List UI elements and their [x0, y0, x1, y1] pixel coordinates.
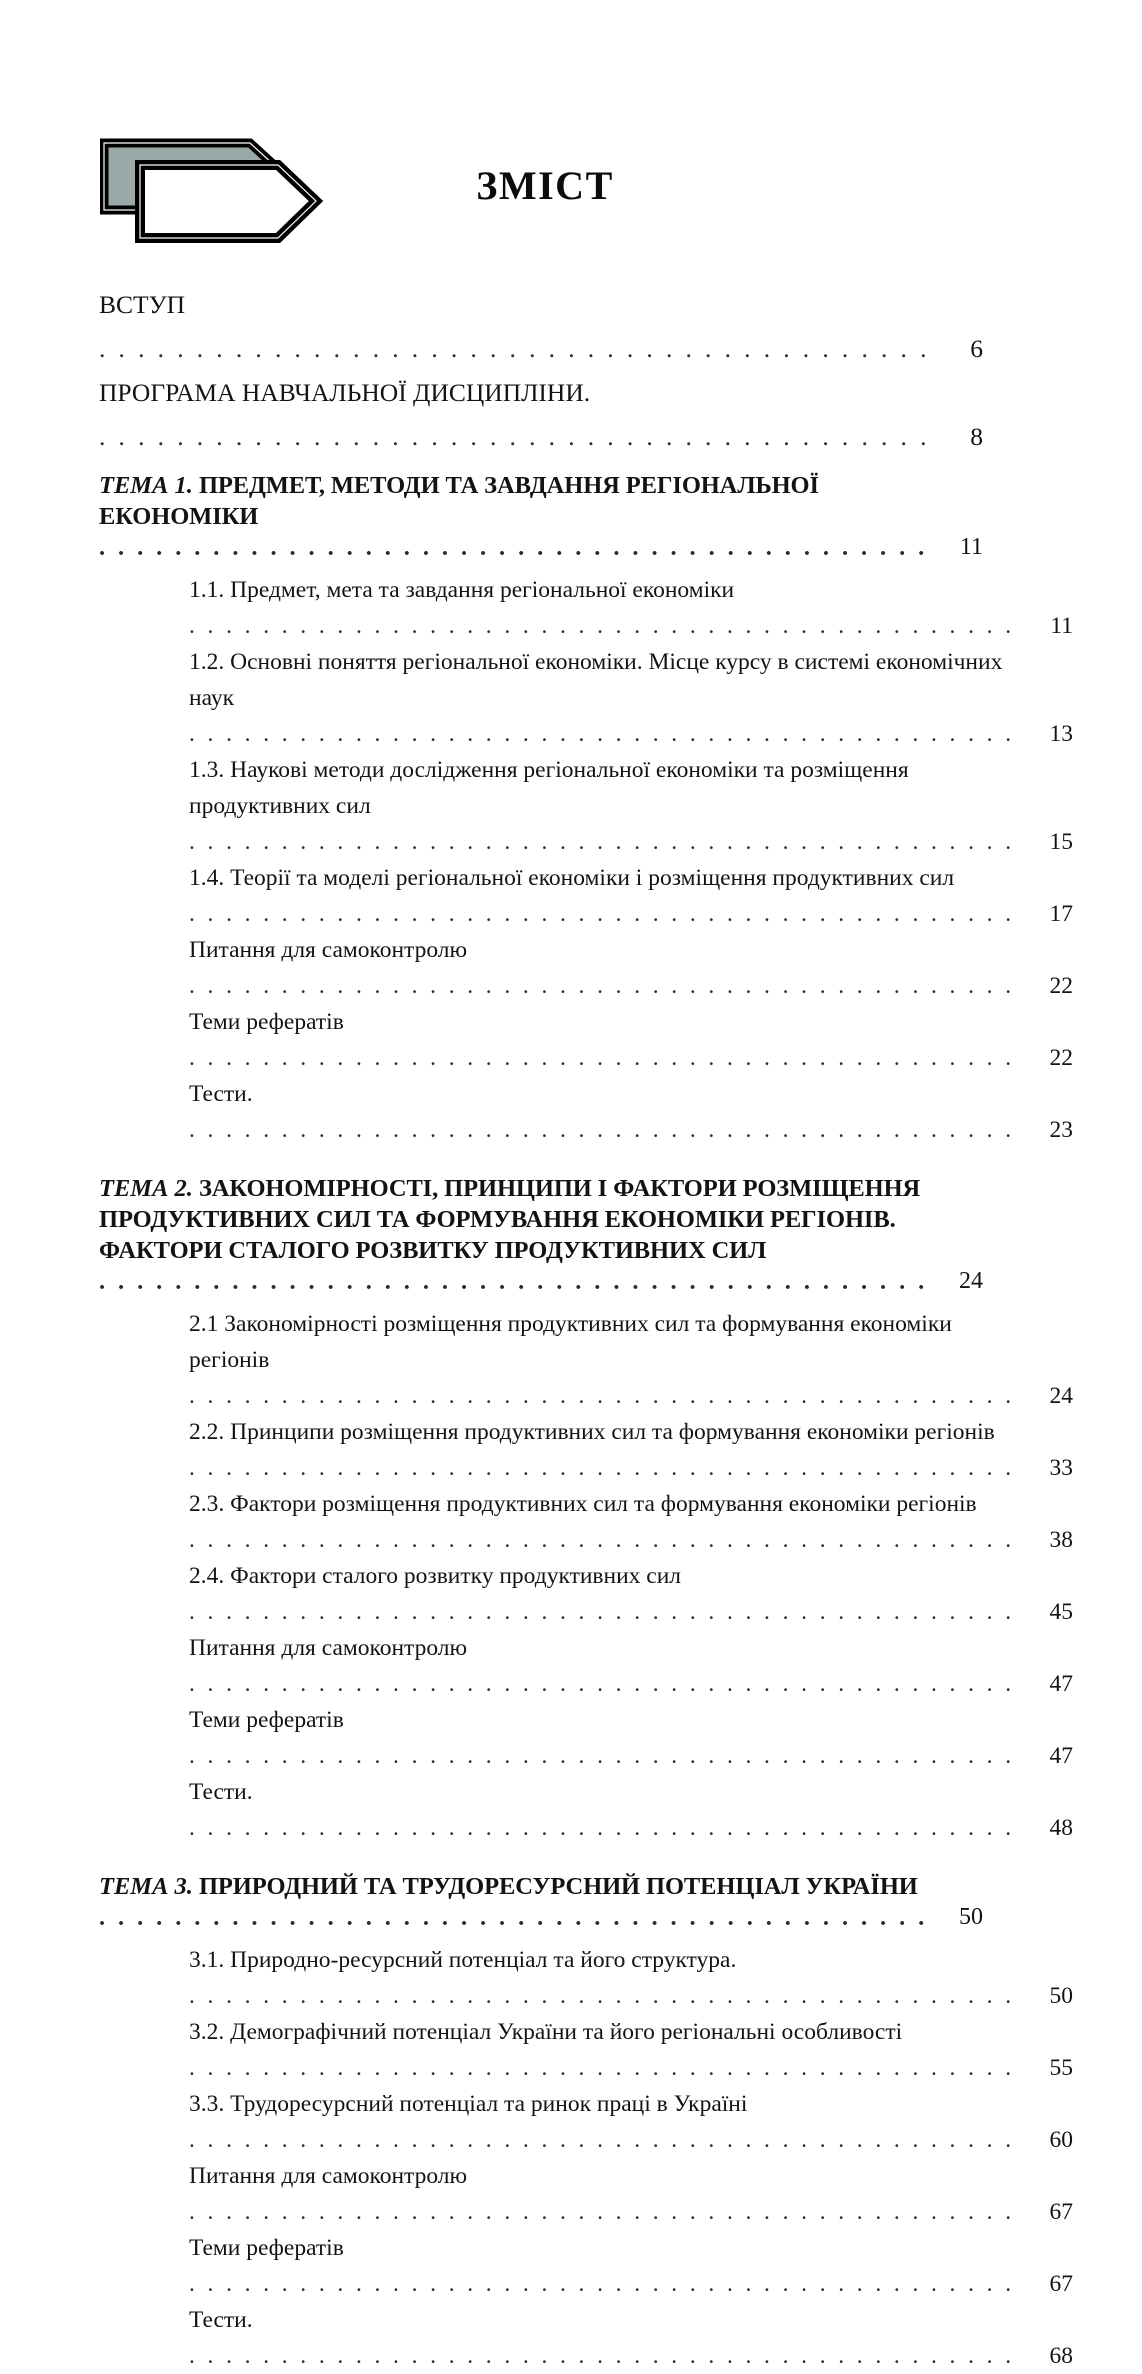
dot-leader: [189, 2122, 1025, 2158]
toc-entry-body: [189, 752, 1025, 860]
dot-leader: [189, 1112, 1025, 1148]
toc-entry-label: 1.1. Предмет, мета та завдання регіональної економіки: [189, 577, 735, 603]
toc-entry-label: ПРОГРАМА НАВЧАЛЬНОЇ ДИСЦИПЛІНИ.: [99, 378, 591, 407]
section-spacer: [99, 1297, 983, 1306]
toc-entry[interactable]: [99, 1942, 1073, 2014]
toc-entry-body: [189, 2158, 1025, 2230]
dot-leader: [189, 2050, 1025, 2086]
toc-entry-label: 1.4. Теорії та моделі регіональної економіки і розміщення продуктивних сил: [189, 865, 955, 891]
toc-page-number: 50: [1049, 1983, 1073, 2009]
toc-entry[interactable]: [99, 2158, 1073, 2230]
dot-leader: [189, 1378, 1025, 1414]
toc-entry-label: Теми рефератів: [189, 1707, 344, 1733]
toc-entry-body: [189, 1486, 1025, 1558]
toc-entry[interactable]: [99, 1558, 1073, 1630]
toc-page-number: 45: [1049, 1599, 1073, 1625]
toc-entry-label: Тести.: [189, 1081, 253, 1107]
toc-entry-label: ВСТУП: [99, 290, 186, 319]
toc-entry[interactable]: [99, 1004, 1073, 1076]
dot-leader: [189, 2266, 1025, 2302]
dot-leader: [189, 716, 1025, 752]
toc-page-number: 24: [959, 1268, 983, 1294]
toc-entry-label: Теми рефератів: [189, 1009, 344, 1035]
section-spacer: [99, 1846, 983, 1860]
toc-page-number: 68: [1049, 2343, 1073, 2369]
page-header: [0, 128, 1142, 248]
toc-entry[interactable]: [99, 283, 983, 371]
toc-page-number: 55: [1049, 2055, 1073, 2081]
toc-entry-label: 2.3. Фактори розміщення продуктивних сил та формування економіки регіонів: [189, 1491, 977, 1517]
dot-leader: [189, 1450, 1025, 1486]
toc-entry-body: [189, 2302, 1025, 2374]
toc-entry-body: [189, 1306, 1025, 1414]
dot-leader: [99, 1266, 935, 1297]
dot-leader: [189, 1738, 1025, 1774]
toc-page-number: 22: [1049, 1045, 1073, 1071]
toc-entry-body: [189, 572, 1025, 644]
dot-leader: [99, 1902, 935, 1933]
toc-page-number: 6: [970, 334, 983, 363]
page-title: ЗМІСТ: [476, 163, 614, 208]
toc-entry[interactable]: [99, 2086, 1073, 2158]
toc-entry-label: Тести.: [189, 1779, 253, 1805]
section-spacer: [99, 1933, 983, 1942]
toc-page-number: 47: [1049, 1743, 1073, 1769]
toc-entry-label: 3.3. Трудоресурсний потенціал та ринок праці в Україні: [189, 2091, 748, 2117]
toc-entry[interactable]: [99, 1486, 1073, 1558]
toc-entry[interactable]: [99, 2014, 1073, 2086]
toc-entry-body: [99, 371, 935, 459]
dot-leader: [189, 1594, 1025, 1630]
toc-entry-body: [189, 860, 1025, 932]
toc-page-number: 15: [1049, 829, 1073, 855]
toc-entry-body: [189, 1702, 1025, 1774]
toc-entry[interactable]: [99, 1871, 983, 1933]
toc-entry-body: [189, 1774, 1025, 1846]
toc-entry[interactable]: [99, 644, 1073, 752]
dot-leader: [189, 1040, 1025, 1076]
dot-leader: [189, 1810, 1025, 1846]
toc-page-number: 11: [1050, 613, 1073, 639]
dot-leader: [189, 968, 1025, 1004]
table-of-contents: [99, 283, 1073, 2374]
toc-entry[interactable]: [99, 1630, 1073, 1702]
dot-leader: [189, 1522, 1025, 1558]
toc-entry-label: Питання для самоконтролю: [189, 1635, 468, 1661]
toc-entry-body: [189, 932, 1025, 1004]
dot-leader: [189, 824, 1025, 860]
toc-entry-label: 1.2. Основні поняття регіональної економіки. Місце курсу в системі економічних наук: [189, 649, 1003, 711]
toc-page-number: 60: [1049, 2127, 1073, 2153]
toc-page-number: 17: [1049, 901, 1073, 927]
toc-entry-label: Теми рефератів: [189, 2235, 344, 2261]
dot-leader: [99, 327, 935, 371]
toc-entry[interactable]: [99, 2302, 1073, 2374]
dot-leader: [189, 1978, 1025, 2014]
toc-entry[interactable]: [99, 752, 1073, 860]
toc-entry-body: [99, 1871, 935, 1933]
toc-theme-tag: ТЕМА 3.: [99, 1873, 193, 1900]
toc-entry-label: Питання для самоконтролю: [189, 2163, 468, 2189]
dot-leader: [189, 1666, 1025, 1702]
toc-entry[interactable]: [99, 1414, 1073, 1486]
toc-page-number: 13: [1049, 721, 1073, 747]
dot-leader: [189, 896, 1025, 932]
toc-entry-body: [189, 644, 1025, 752]
toc-page-number: 24: [1049, 1383, 1073, 1409]
toc-entry-body: [189, 2230, 1025, 2302]
toc-entry-label: ПРИРОДНИЙ ТА ТРУДОРЕСУРСНИЙ ПОТЕНЦІАЛ УКРАЇНИ: [192, 1873, 918, 1900]
toc-entry[interactable]: [99, 932, 1073, 1004]
toc-entry[interactable]: [99, 371, 983, 459]
toc-entry-body: [189, 1630, 1025, 1702]
dot-leader: [189, 2194, 1025, 2230]
toc-theme-tag: ТЕМА 1.: [99, 472, 193, 499]
toc-entry-label: 3.1. Природно-ресурсний потенціал та його структура.: [189, 1947, 737, 1973]
toc-entry-body: [189, 2086, 1025, 2158]
section-spacer: [99, 563, 983, 572]
toc-entry-label: ПРЕДМЕТ, МЕТОДИ ТА ЗАВДАННЯ РЕГІОНАЛЬНОЇ ЕКОНОМІКИ: [99, 472, 819, 530]
toc-entry-label: 2.4. Фактори сталого розвитку продуктивних сил: [189, 1563, 682, 1589]
toc-page-number: 23: [1049, 1117, 1073, 1143]
toc-page-number: 67: [1049, 2271, 1073, 2297]
toc-entry[interactable]: [99, 470, 983, 563]
dot-leader: [99, 532, 935, 563]
toc-entry-label: Питання для самоконтролю: [189, 937, 468, 963]
toc-entry[interactable]: [99, 1306, 1073, 1414]
toc-entry-body: [189, 1004, 1025, 1076]
toc-entry-label: 2.2. Принципи розміщення продуктивних сил та формування економіки регіонів: [189, 1419, 995, 1445]
toc-page-number: 8: [970, 422, 983, 451]
toc-page-number: 22: [1049, 973, 1073, 999]
toc-entry[interactable]: [99, 1173, 983, 1297]
toc-page-number: 38: [1049, 1527, 1073, 1553]
toc-entry-body: [189, 1942, 1025, 2014]
toc-entry-label: Тести.: [189, 2307, 253, 2333]
section-spacer: [99, 1148, 983, 1162]
toc-page-number: 67: [1049, 2199, 1073, 2225]
toc-entry[interactable]: [99, 572, 1073, 644]
toc-entry-body: [99, 283, 935, 371]
dot-leader: [189, 608, 1025, 644]
toc-entry[interactable]: [99, 1774, 1073, 1846]
toc-page-number: 11: [959, 534, 983, 560]
dot-leader: [99, 415, 935, 459]
toc-entry-body: [189, 1414, 1025, 1486]
toc-entry-label: ЗАКОНОМІРНОСТІ, ПРИНЦИПИ І ФАКТОРИ РОЗМІЩЕННЯ ПРОДУКТИВНИХ СИЛ ТА ФОРМУВАННЯ ЕКОНОМІКИ РЕГІОНІВ. ФАКТОРИ СТАЛОГО РОЗВИТКУ ПРОДУКТИВНИХ СИЛ: [99, 1175, 921, 1264]
toc-entry[interactable]: [99, 2230, 1073, 2302]
toc-entry-label: 3.2. Демографічний потенціал України та його регіональні особливості: [189, 2019, 903, 2045]
toc-entry-body: [99, 1173, 935, 1297]
toc-theme-tag: ТЕМА 2.: [99, 1175, 193, 1202]
dot-leader: [189, 2338, 1025, 2374]
toc-entry-body: [189, 2014, 1025, 2086]
toc-entry-body: [189, 1076, 1025, 1148]
toc-entry[interactable]: [99, 1702, 1073, 1774]
toc-page-number: 33: [1049, 1455, 1073, 1481]
toc-entry-body: [189, 1558, 1025, 1630]
toc-entry-body: [99, 470, 935, 563]
toc-entry-label: 1.3. Наукові методи дослідження регіональної економіки та розміщення продуктивних сил: [189, 757, 909, 819]
toc-entry[interactable]: [99, 1076, 1073, 1148]
toc-page-number: 50: [959, 1904, 983, 1930]
toc-page-number: 47: [1049, 1671, 1073, 1697]
toc-entry[interactable]: [99, 860, 1073, 932]
toc-entry-label: 2.1 Закономірності розміщення продуктивних сил та формування економіки регіонів: [189, 1311, 952, 1373]
toc-page-number: 48: [1049, 1815, 1073, 1841]
